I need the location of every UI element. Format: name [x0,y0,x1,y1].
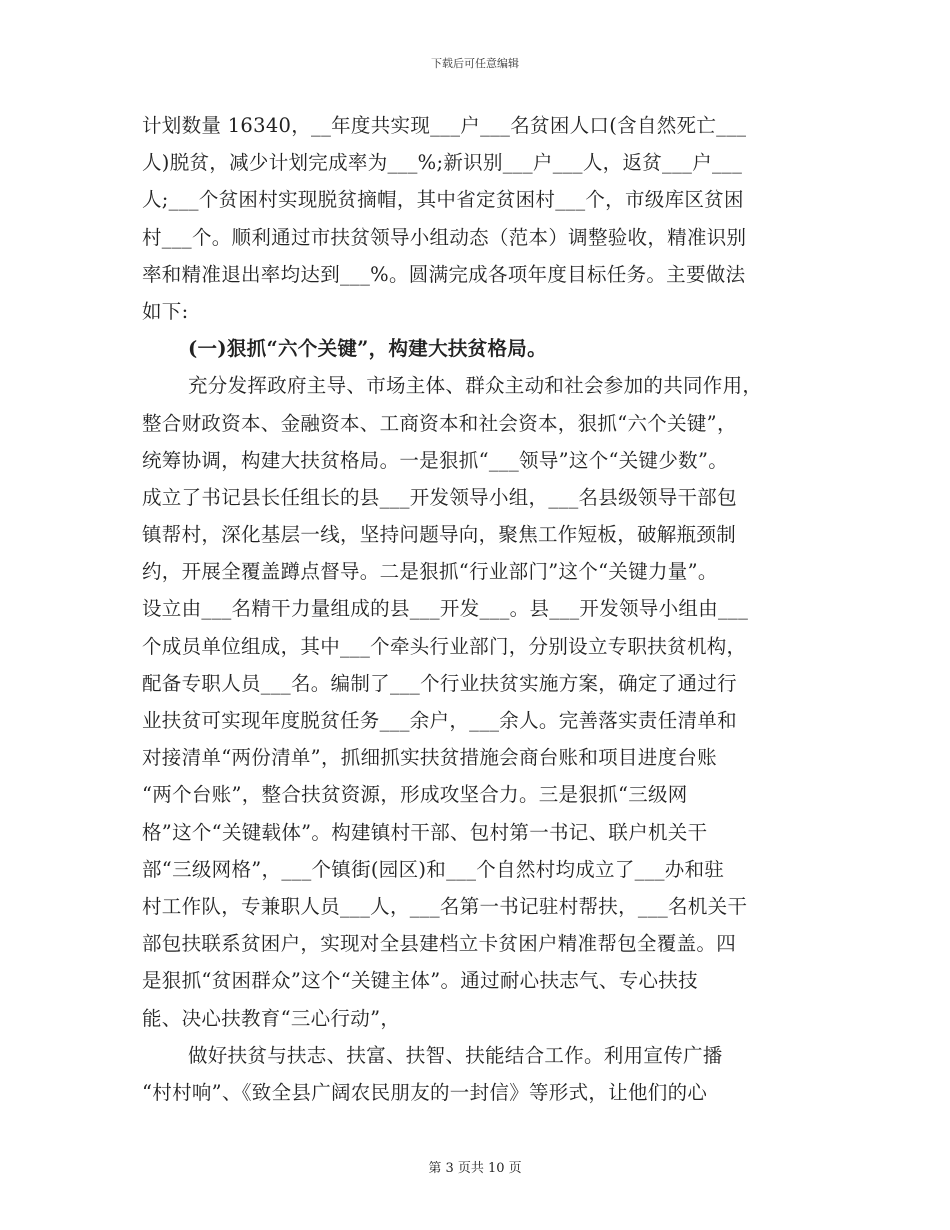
text-line: 个成员单位组成，其中___个牵头行业部门，分别设立专职扶贫机构， [142,634,747,658]
text-line: 部“三级网格”，___个镇街(园区)和___个自然村均成立了___办和驻 [142,857,725,881]
document-body [142,107,810,1111]
text-line: 配备专职人员___名。编制了___个行业扶贫实施方案，确定了通过行 [142,671,737,695]
text-line: 如下: [142,299,189,323]
text-line: 能、决心扶教育“三心行动”， [142,1006,401,1030]
text-line: 格”这个“关键载体”。构建镇村干部、包村第一书记、联户机关干 [142,820,708,844]
page-header: 下载后可任意编辑 [431,57,519,70]
text-line: 是狠抓“贫困群众”这个“关键主体”。通过耐心扶志气、专心扶技 [142,969,698,993]
text-line: 部包扶联系贫困户，实现对全县建档立卡贫困户精准帮包全覆盖。四 [142,932,737,956]
section-heading: (一)狠抓“六个关键”，构建大扶贫格局。 [188,337,547,361]
text-line: 设立由___名精干力量组成的县___开发___。县___开发领导小组由___ [142,597,749,621]
text-line: 充分发挥政府主导、市场主体、群众主动和社会参加的共同作用， [188,374,763,398]
text-line: 人;___个贫困村实现脱贫摘帽，其中省定贫困村___个，市级库区贫困 [142,188,744,212]
text-line: 村工作队，专兼职人员___人，___名第一书记驻村帮扶，___名机关干 [142,894,748,918]
text-line: 统筹协调，构建大扶贫格局。一是狠抓“___领导”这个“关键少数”。 [142,448,729,472]
text-line: 计划数量 16340，__年度共实现___户___名贫困人口(含自然死亡___ [142,114,747,137]
text-line: 约，开展全覆盖蹲点督导。二是狠抓“行业部门”这个“关键力量”。 [142,560,718,584]
text-line: 整合财政资本、金融资本、工商资本和社会资本，狠抓“六个关键”， [142,411,737,435]
text-line: “两个台账”，整合扶贫资源，形成攻坚合力。三是狠抓“三级网 [142,783,688,807]
text-line: “村村响”、《致全县广阔农民朋友的一封信》等形式，让他们的心 [142,1080,708,1104]
text-line: 率和精准退出率均达到___%。圆满完成各项年度目标任务。主要做法 [142,262,746,286]
text-line: 做好扶贫与扶志、扶富、扶智、扶能结合工作。利用宣传广播 [188,1043,723,1067]
page-footer: 第 3 页共 10 页 [428,1161,522,1176]
text-line: 成立了书记县长任组长的县___开发领导小组，___名县级领导干部包 [142,485,737,509]
text-line: 人)脱贫，减少计划完成率为___%;新识别___户___人，返贫___户___ [142,151,743,175]
text-line: 业扶贫可实现年度脱贫任务___余户，___余人。完善落实责任清单和 [142,709,737,732]
text-line: 镇帮村，深化基层一线，坚持问题导向，聚焦工作短板，破解瓶颈制 [142,523,737,547]
text-line: 村___个。顺利通过市扶贫领导小组动态（范本）调整验收，精准识别 [142,225,747,249]
text-line: 对接清单“两份清单”，抓细抓实扶贫措施会商台账和项目进度台账 [142,746,717,770]
